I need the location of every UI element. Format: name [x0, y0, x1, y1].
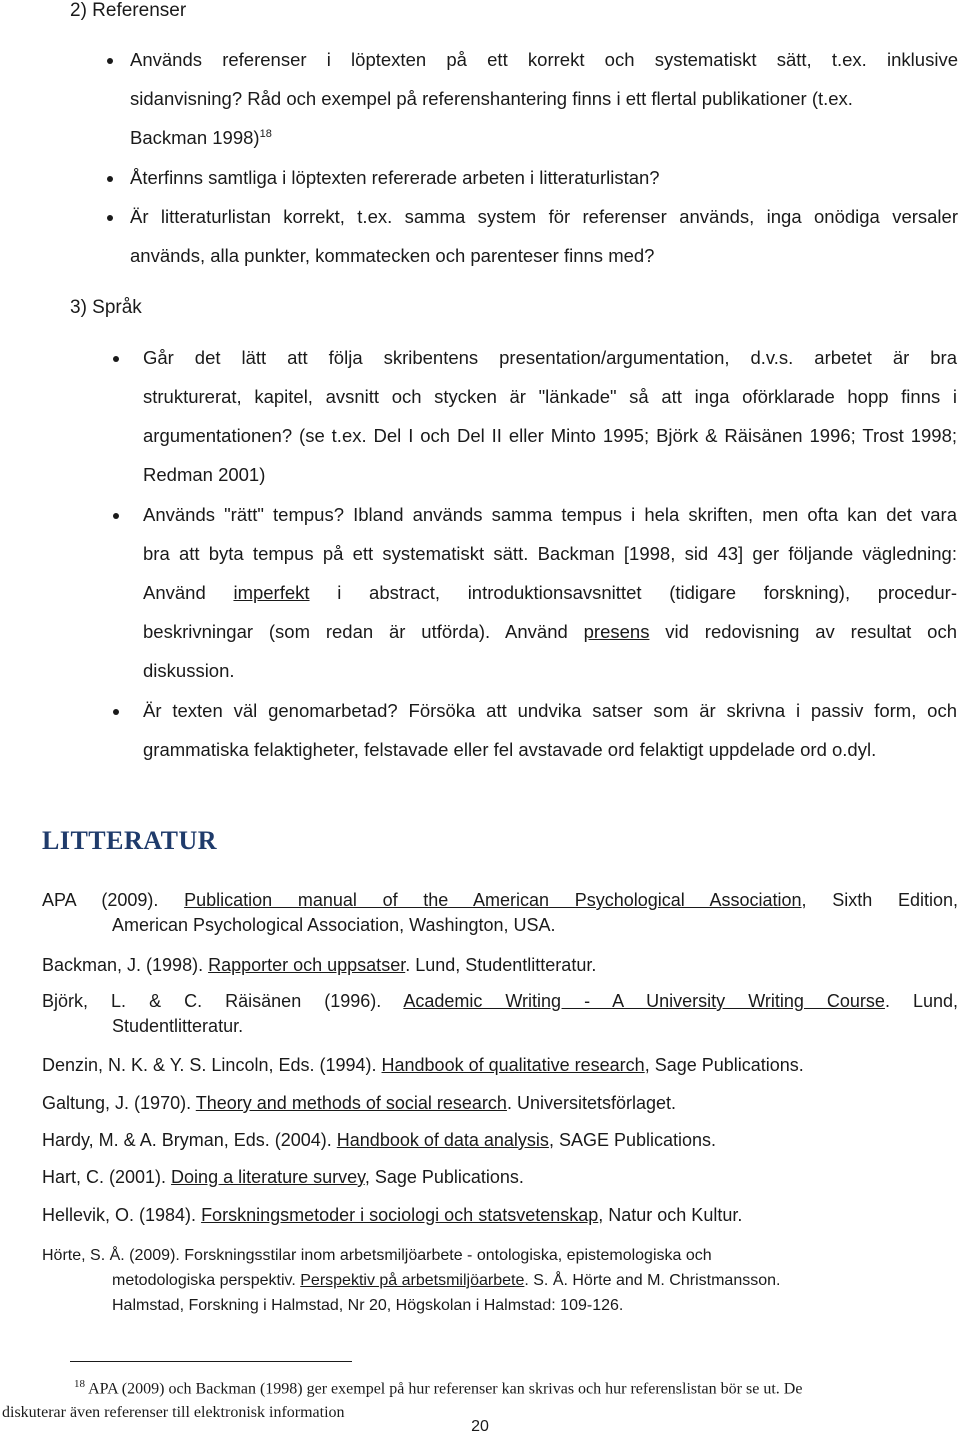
ref-author: Backman, J. (1998).	[42, 955, 209, 975]
ref-publisher: , Sixth Edition,	[801, 890, 958, 910]
ref-publisher: , Sage Publications.	[364, 1167, 524, 1187]
reference-item	[42, 890, 958, 936]
reference-item	[42, 1167, 958, 1188]
emphasis-underlined: presens	[583, 621, 650, 642]
list-item-text	[143, 621, 957, 643]
page-number: 20	[471, 1418, 489, 1435]
emphasis-underlined: imperfekt	[233, 582, 310, 603]
list-item-text	[143, 582, 957, 604]
ref-publisher: . Lund, Studentlitteratur.	[405, 955, 597, 975]
ref-continuation: American Psychological Association, Washington, USA.	[112, 915, 556, 935]
ref-publisher: , SAGE Publications.	[548, 1130, 717, 1150]
list-item-text	[130, 127, 272, 149]
ref-continuation	[42, 1268, 958, 1293]
list-item-text-part: Backman 1998)	[130, 127, 260, 148]
list-item-text: Är texten väl genomarbetad? Försöka att undvika satser som är skrivna i passiv form, och	[143, 700, 957, 721]
ref-title: Handbook of data analysis	[336, 1130, 549, 1150]
reference-item	[42, 955, 958, 976]
reference-item	[42, 1055, 958, 1076]
literature-heading: LITTERATUR	[42, 826, 218, 855]
footnote-text: APA (2009) och Backman (1998) ger exempel på hur referenser kan skrivas och hur referenslistan bör se ut. De	[88, 1380, 803, 1398]
list-item-text: bra att byta tempus på ett systematiskt sätt. Backman [1998, sid 43] ger följande vägledning:	[143, 543, 957, 564]
ref-title: Publication manual of the American Psychological Association	[184, 890, 802, 910]
list-item-text: används, alla punkter, kommatecken och parenteser finns med?	[130, 245, 655, 266]
ref-author: Björk, L. & C. Räisänen (1996).	[42, 991, 404, 1011]
ref-title: Academic Writing - A University Writing Course	[403, 991, 885, 1011]
ref-title: Theory and methods of social research	[195, 1093, 507, 1113]
ref-author: Galtung, J. (1970).	[42, 1093, 196, 1113]
footnote-text: diskuterar även referenser till elektronisk information	[2, 1404, 345, 1422]
ref-author: Hörte, S. Å. (2009). Forskningsstilar inom arbetsmiljöarbete - ontologiska, epistemologiska och	[42, 1247, 712, 1264]
list-item-text: grammatiska felaktigheter, felstavade eller fel avstavade ord felaktigt uppdelade ord o.dyl.	[143, 739, 877, 760]
ref-author: Denzin, N. K. & Y. S. Lincoln, Eds. (1994).	[42, 1055, 382, 1075]
ref-publisher: . Lund,	[884, 991, 959, 1011]
bullet-icon	[107, 58, 113, 64]
ref-title: Handbook of qualitative research	[381, 1055, 645, 1075]
bullet-icon	[113, 513, 119, 519]
list-item-text: Används referenser i löptexten på ett korrekt och systematiskt sätt, t.ex. inklusive	[130, 49, 958, 70]
ref-author: APA (2009).	[42, 890, 185, 910]
list-item-text: diskussion.	[143, 660, 235, 681]
list-item-text: Återfinns samtliga i löptexten refererade arbeten i litteraturlistan?	[130, 167, 660, 188]
list-item-text: sidanvisning? Råd och exempel på referenshantering finns i ett flertal publikationer (t.ex.	[130, 88, 853, 109]
section-heading-referenser: 2) Referenser	[70, 0, 187, 21]
reference-item	[42, 1205, 958, 1226]
ref-text: . S. Å. Hörte and M. Christmansson.	[524, 1272, 781, 1289]
ref-publisher: , Sage Publications.	[644, 1055, 804, 1075]
text-part: i abstract, introduktionsavsnittet (tidigare forskning), procedur-	[309, 582, 957, 603]
ref-title: Perspektiv på arbetsmiljöarbete	[300, 1272, 525, 1289]
list-item-text: argumentationen? (se t.ex. Del I och Del II eller Minto 1995; Björk & Räisänen 1996; Trost 1998;	[143, 425, 957, 446]
reference-item	[42, 991, 958, 1037]
ref-text: metodologiska perspektiv.	[112, 1272, 301, 1289]
footnote-separator	[70, 1361, 352, 1362]
list-item-text: Används "rätt" tempus? Ibland används samma tempus i hela skriften, men ofta kan det vara	[143, 504, 957, 525]
ref-publisher: , Natur och Kultur.	[598, 1205, 743, 1225]
ref-continuation: Halmstad, Forskning i Halmstad, Nr 20, Högskolan i Halmstad: 109-126.	[112, 1297, 624, 1314]
reference-item	[42, 1243, 958, 1318]
ref-title: Doing a literature survey	[171, 1167, 365, 1187]
footnote-ref[interactable]: 18	[259, 127, 272, 140]
ref-author: Hardy, M. & A. Bryman, Eds. (2004).	[42, 1130, 337, 1150]
ref-publisher: . Universitetsförlaget.	[506, 1093, 677, 1113]
bullet-icon	[113, 709, 119, 715]
bullet-icon	[113, 356, 119, 362]
reference-item	[42, 1130, 958, 1151]
bullet-icon	[107, 176, 113, 182]
list-item-text: strukturerat, kapitel, avsnitt och stycken är "länkade" så att inga oförklarade hopp finns i	[143, 386, 957, 407]
ref-author: Hellevik, O. (1984).	[42, 1205, 202, 1225]
reference-item	[42, 1093, 958, 1114]
ref-title: Rapporter och uppsatser	[208, 955, 406, 975]
ref-author: Hart, C. (2001).	[42, 1167, 172, 1187]
ref-continuation: Studentlitteratur.	[112, 1016, 244, 1036]
section-heading-sprak: 3) Språk	[70, 297, 142, 318]
text-part: Använd	[143, 582, 234, 603]
bullet-icon	[107, 215, 113, 221]
text-part: beskrivningar (som redan är utförda). Använd	[143, 621, 584, 642]
text-part: vid redovisning av resultat och	[649, 621, 957, 642]
list-item-text: Är litteraturlistan korrekt, t.ex. samma system för referenser används, inga onödiga versaler	[130, 206, 958, 227]
footnote-number: 18	[74, 1378, 85, 1390]
ref-title: Forskningsmetoder i sociologi och statsvetenskap	[201, 1205, 599, 1225]
list-item-text: Redman 2001)	[143, 464, 266, 485]
list-item-text: Går det lätt att följa skribentens presentation/argumentation, d.v.s. arbetet är bra	[143, 347, 957, 368]
